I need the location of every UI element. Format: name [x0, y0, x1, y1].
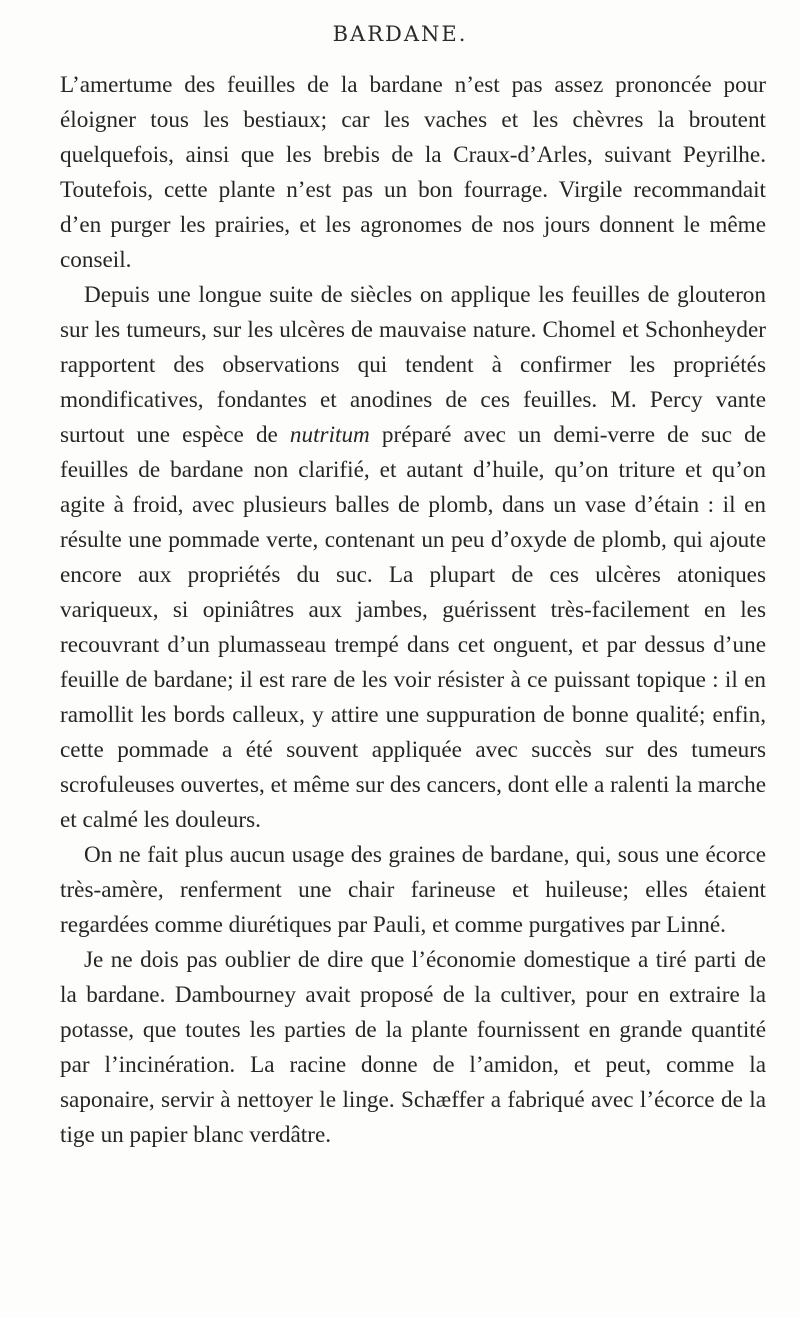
paragraph-1: L’amertume des feuilles de la bardane n’est pas assez prononcée pour éloigner tous les bestiaux; car les vaches et les chèvres la broutent quelquefois, ainsi que les brebis de la Craux-d’Arles, suivant Peyrilhe. Toutefois, cette plante n’est pas un bon fourrage. Virgile recommandait d’en purger les prairies, et les agronomes de nos jours donnent le même conseil.: [60, 72, 766, 273]
paragraph-4: Je ne dois pas oublier de dire que l’économie domestique a tiré parti de la bardane. Dambourney avait proposé de la cultiver, pour en extraire la potasse, que toutes les parties de la plante fournissent en grande quantité par l’incinération. La racine donne de l’amidon, et peut, comme la saponaire, servir à nettoyer le linge. Schæffer a fabriqué avec l’écorce de la tige un papier blanc verdâtre.: [60, 947, 766, 1148]
paragraph-3: On ne fait plus aucun usage des graines de bardane, qui, sous une écorce très-amère, renferment une chair farineuse et huileuse; elles étaient regardées comme diurétiques par Pauli, et comme purgatives par Linné.: [60, 842, 766, 938]
italic-term-nutritum: nutritum: [289, 422, 370, 448]
body-text: [60, 68, 766, 1153]
paragraph-2-text-after: préparé avec un demi-verre de suc de feuilles de bardane non clarifié, et autant d’huile, qu’on triture et qu’on agite à froid, avec plusieurs balles de plomb, dans un vase d’étain : il en résulte une pommade verte, contenant un peu d’oxyde de plomb, qui ajoute encore aux propriétés du suc. La plupart de ces ulcères atoniques variqueux, si opiniâtres aux jambes, guérissent très-facilement en les recouvrant d’un plumasseau trempé dans cet onguent, et par dessus d’une feuille de bardane; il est rare de les voir résister à ce puissant topique : il en ramollit les bords calleux, y attire une suppuration de bonne qualité; enfin, cette pommade a été souvent appliquée avec succès sur des tumeurs scrofuleuses ouvertes, et même sur des cancers, dont elle a ralenti la marche et calmé les douleurs.: [60, 422, 766, 833]
running-head: BARDANE.: [332, 22, 468, 46]
paragraph-2-text-before: Depuis une longue suite de siècles on applique les feuilles de glouteron sur les tumeurs, sur les ulcères de mauvaise nature. Chomel et Schonheyder rapportent des observations qui tendent à confirmer les propriétés mondificatives, fondantes et anodines de ces feuilles. M. Percy vante surtout une espèce de: [60, 282, 766, 448]
paragraph-2: [60, 278, 766, 838]
